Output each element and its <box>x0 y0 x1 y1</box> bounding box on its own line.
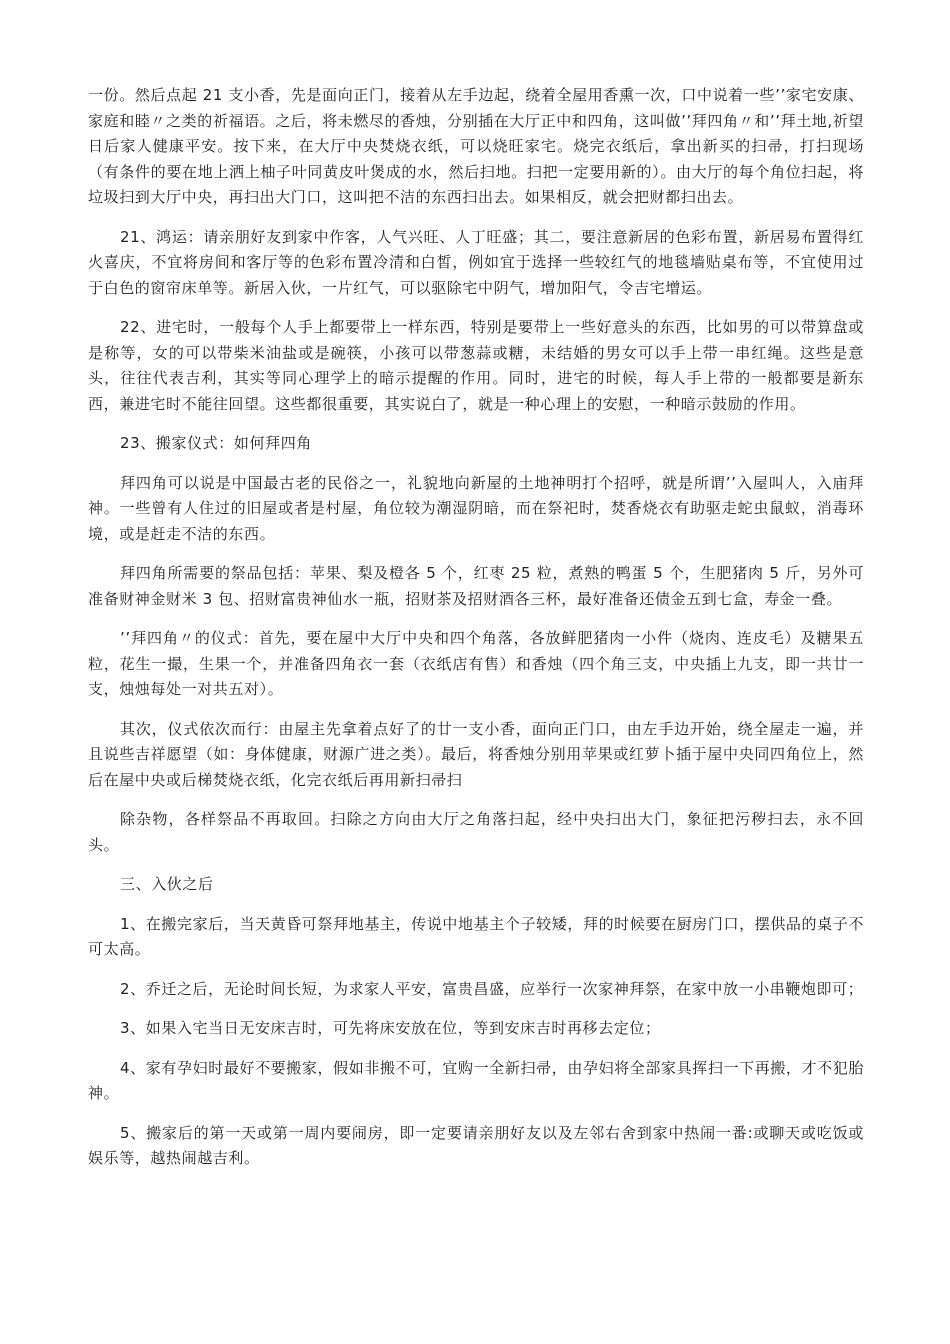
paragraph-after-item-4: 4、家有孕妇时最好不要搬家，假如非搬不可，宜购一全新扫帚，由孕妇将全部家具挥扫一下再搬，才不犯胎神。 <box>88 1058 864 1102</box>
paragraph-after-item-2: 2、乔迁之后，无论时间长短，为求家人平安，富贵昌盛，应举行一次家神拜祭，在家中放一小串鞭炮即可； <box>120 979 864 998</box>
section-heading-item-23: 23、搬家仪式：如何拜四角 <box>120 434 312 452</box>
paragraph-after-item-5: 5、搬家后的第一天或第一周内要闹房，即一定要请亲朋好友以及左邻右舍到家中热闹一番:或聊天或吃饭或娱乐等，越热闹越吉利。 <box>88 1123 864 1167</box>
paragraph-bai-sijiao-intro: 拜四角可以说是中国最古老的民俗之一，礼貌地向新屋的土地神明打个招呼，就是所谓’’入屋叫人，入庙拜神。一些曾有人住过的旧屋或者是村屋，角位较为潮湿阴暗，而在祭祀时，焚香烧衣有助驱走蛇虫鼠蚁，消毒环境，或是赶走不洁的东西。 <box>88 473 864 543</box>
paragraph-item-21-hongyun: 21、鸿运：请亲朋好友到家中作客，人气兴旺、人丁旺盛；其二，要注意新居的色彩布置，新居易布置得红火喜庆，不宜将房间和客厅等的色彩布置冷清和白皙，例如宜于选择一些较红气的地毯墙贴桌布等，不宜使用过于白色的窗帘床单等。新居入伙，一片红气，可以驱除宅中阴气，增加阳气，令吉宅增运。 <box>88 227 864 297</box>
paragraph-ritual-second-step: 其次，仪式依次而行：由屋主先拿着点好了的廿一支小香，面向正门口，由左手边开始，绕全屋走一遍，并且说些吉祥愿望（如：身体健康，财源广进之类）。最后，将香烛分别用苹果或红萝卜插于屋中央同四角位上，然后在屋中央或后梯焚烧衣纸，化完衣纸后再用新扫帚扫 <box>88 719 864 789</box>
paragraph-after-item-3: 3、如果入宅当日无安床吉时，可先将床安放在位，等到安床吉时再移去定位； <box>120 1019 661 1037</box>
paragraph-ritual-first-step: ’’拜四角〃的仪式：首先，要在屋中大厅中央和四个角落，各放鲜肥猪肉一小件（烧肉、连皮毛）及糖果五粒，花生一撮，生果一个，并准备四角衣一套（衣纸店有售）和香烛（四个角三支，中央插上九支，即一共廿一支，烛烛每处一对共五对）。 <box>88 629 864 698</box>
paragraph-item-22-entering-home: 22、进宅时，一般每个人手上都要带上一样东西，特别是要带上一些好意头的东西，比如男的可以带算盘或是称等，女的可以带柴米油盐或是碗筷，小孩可以带葱蒜或糖，未结婚的男女可以手上带一串红绳。这些是意头，往往代表吉利，其实等同心理学上的暗示提醒的作用。同时，进宅的时候，每人手上带的一般都要是新东西，兼进宅时不能往回望。这些都很重要，其实说白了，就是一种心理上的安慰，一种暗示鼓励的作用。 <box>88 318 864 413</box>
paragraph-sweeping: 除杂物，各样祭品不再取回。扫除之方向由大厅之角落扫起，经中央扫出大门，象征把污秽扫去，永不回头。 <box>88 810 864 854</box>
paragraph-offerings-list: 拜四角所需要的祭品包括：苹果、梨及橙各 5 个，红枣 25 粒，煮熟的鸭蛋 5 个，生肥猪肉 5 斤，另外可准备财神金财米 3 包、招财富贵神仙水一瓶，招财茶及招财酒各三杯，最好准备还债金五到七盒，寿金一叠。 <box>88 564 864 608</box>
document-page <box>88 83 864 1186</box>
paragraph-after-item-1: 1、在搬完家后，当天黄昏可祭拜地基主，传说中地基主个子较矮，拜的时候要在厨房门口，摆供品的桌子不可太高。 <box>88 914 864 958</box>
section-heading-after-moving-in: 三、入伙之后 <box>120 875 214 893</box>
paragraph-continuation-ritual: 一份。然后点起 21 支小香，先是面向正门，接着从左手边起，绕着全屋用香熏一次，口中说着一些’’家宅安康、家庭和睦〃之类的祈福语。之后，将未燃尽的香烛，分别插在大厅正中和四角，这叫做’’拜四角〃和’’拜土地,祈望日后家人健康平安。按下来，在大厅中央焚烧衣纸，可以烧旺家宅。烧完衣纸后，拿出新买的扫帚，打扫现场（有条件的要在地上洒上柚子叶同黄皮叶煲成的水，然后扫地。扫把一定要用新的）。由大厅的每个角位扫起，将垃圾扫到大厅中央，再扫出大门口，这叫把不洁的东西扫出去。如果相反，就会把财都扫出去。 <box>88 86 864 206</box>
